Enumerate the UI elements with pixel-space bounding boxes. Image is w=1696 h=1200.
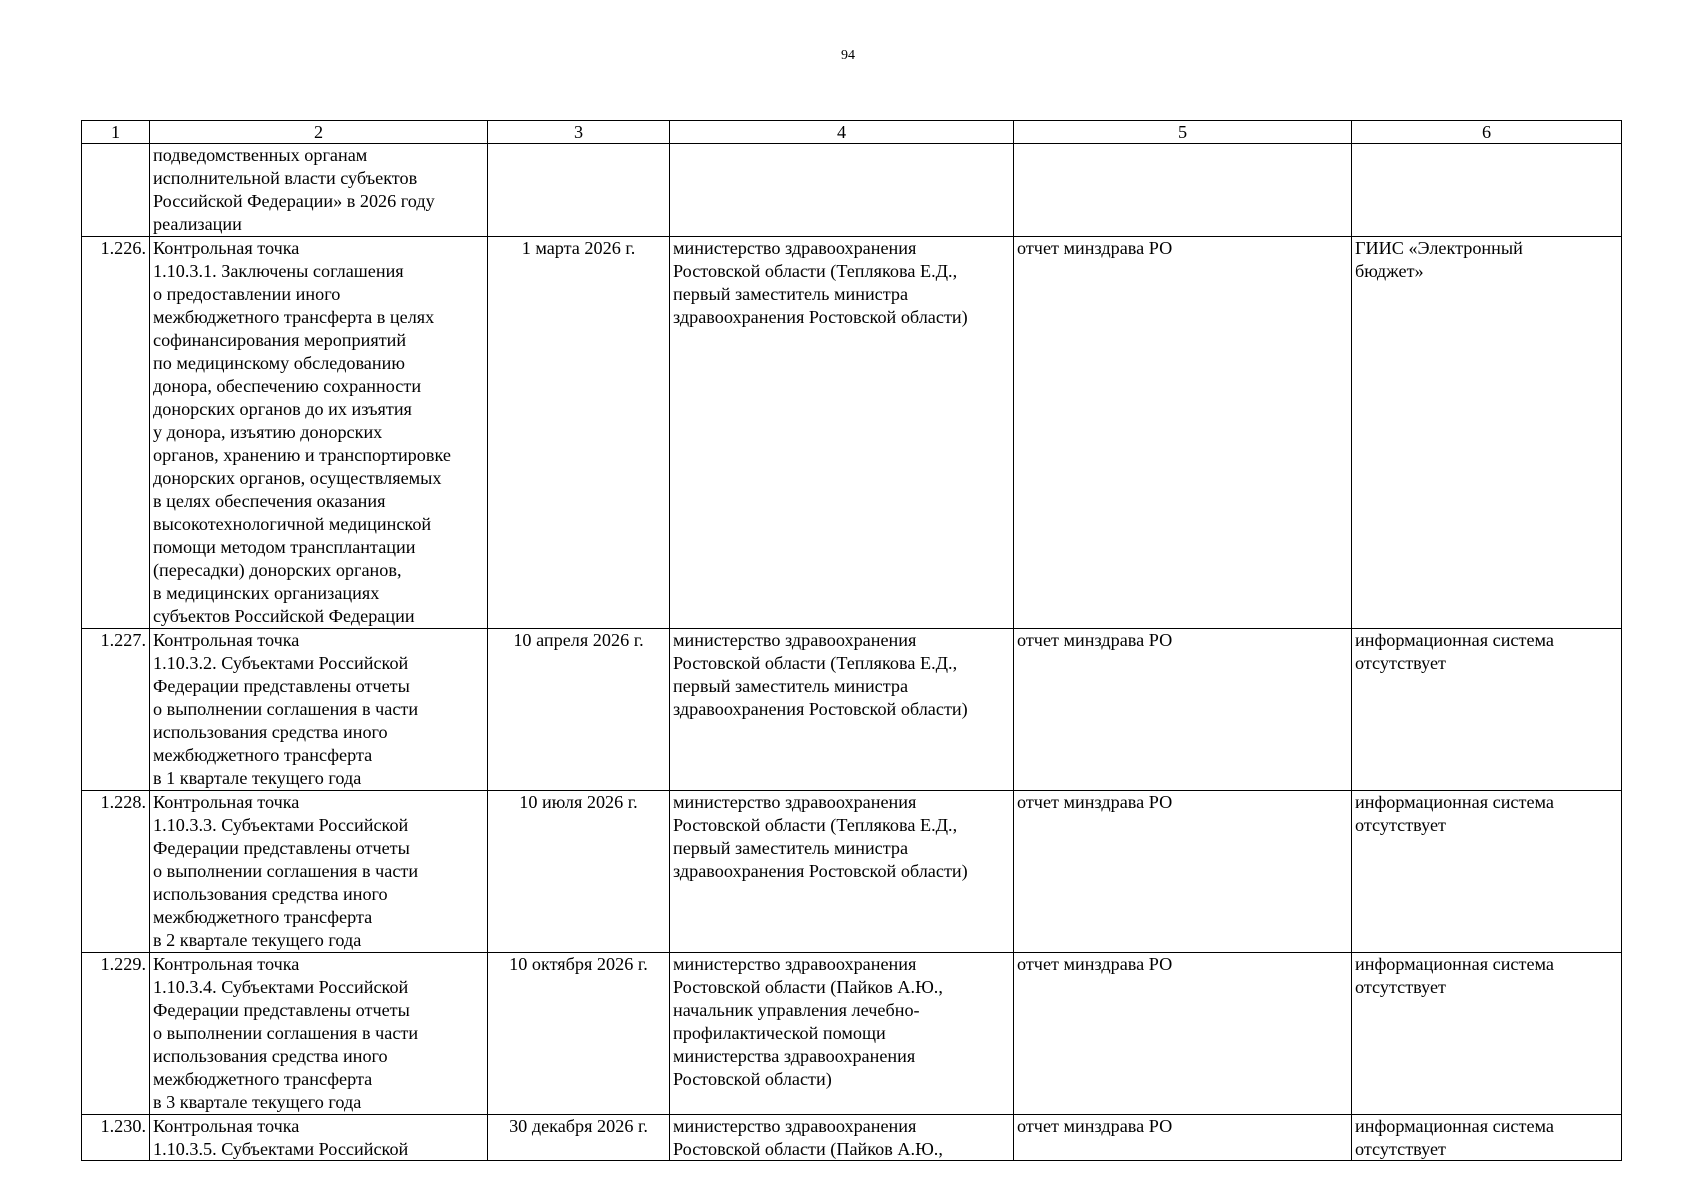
row-document [1014,144,1352,237]
row-date: 10 июля 2026 г. [488,791,670,953]
row-description: Контрольная точка 1.10.3.3. Субъектами Российской Федерации представлены отчеты о выполнении соглашения в части использования средства иного межбюджетного трансферта в 2 квартале текущего года [150,791,488,953]
cell-text: отчет минздрава РО [1017,1116,1173,1136]
row-description: Контрольная точка 1.10.3.2. Субъектами Российской Федерации представлены отчеты о выполнении соглашения в части использования средства иного межбюджетного трансферта в 1 квартале текущего года [150,629,488,791]
row-responsible: министерство здравоохранения Ростовской области (Теплякова Е.Д., первый заместитель министра здравоохранения Ростовской области) [670,629,1014,791]
row-date: 10 апреля 2026 г. [488,629,670,791]
cell-text: информационная система отсутствует [1355,1116,1554,1159]
control-points-table [81,120,1622,1161]
row-responsible: министерство здравоохранения Ростовской области (Теплякова Е.Д., первый заместитель министра здравоохранения Ростовской области) [670,237,1014,629]
row-date [488,1115,670,1161]
table-row [82,629,1622,791]
row-system [1352,1115,1622,1161]
row-date: 1 марта 2026 г. [488,237,670,629]
row-number: 1.226. [82,237,150,629]
row-date: 10 октября 2026 г. [488,953,670,1115]
row-system: информационная система отсутствует [1352,629,1622,791]
row-number: 1.229. [82,953,150,1115]
row-system: информационная система отсутствует [1352,953,1622,1115]
table-row [82,791,1622,953]
cell-text: Контрольная точка 1.10.3.5. Субъектами Российской [153,1116,409,1159]
table-row [82,144,1622,237]
row-description: подведомственных органам исполнительной власти субъектов Российской Федерации» в 2026 году реализации [150,144,488,237]
row-document: отчет минздрава РО [1014,237,1352,629]
row-responsible [670,144,1014,237]
column-header-6: 6 [1352,121,1622,144]
row-document: отчет минздрава РО [1014,791,1352,953]
row-system: информационная система отсутствует [1352,791,1622,953]
table-row [82,953,1622,1115]
row-responsible: министерство здравоохранения Ростовской области (Пайков А.Ю., начальник управления лечебно- профилактической помощи министерства здравоохранения Ростовской области) [670,953,1014,1115]
row-system [1352,144,1622,237]
row-system: ГИИС «Электронный бюджет» [1352,237,1622,629]
table-header-row [82,121,1622,144]
column-header-3: 3 [488,121,670,144]
column-header-5: 5 [1014,121,1352,144]
cell-text: 30 декабря 2026 г. [509,1116,648,1136]
row-document: отчет минздрава РО [1014,629,1352,791]
row-responsible: министерство здравоохранения Ростовской области (Теплякова Е.Д., первый заместитель министра здравоохранения Ростовской области) [670,791,1014,953]
column-header-1: 1 [82,121,150,144]
row-description: Контрольная точка 1.10.3.1. Заключены соглашения о предоставлении иного межбюджетного трансферта в целях софинансирования мероприятий по медицинскому обследованию донора, обеспечению сохранности донорских органов до их изъятия у донора, изъятию донорских органов, хранению и транспортировке донорских органов, осуществляемых в целях обеспечения оказания высокотехнологичной медицинской помощи методом трансплантации (пересадки) донорских органов, в медицинских организациях субъектов Российской Федерации [150,237,488,629]
row-number: 1.227. [82,629,150,791]
row-responsible [670,1115,1014,1161]
row-number [82,1115,150,1161]
row-description [150,1115,488,1161]
row-document: отчет минздрава РО [1014,953,1352,1115]
cell-text: 1.230. [100,1116,146,1136]
row-description: Контрольная точка 1.10.3.4. Субъектами Российской Федерации представлены отчеты о выполнении соглашения в части использования средства иного межбюджетного трансферта в 3 квартале текущего года [150,953,488,1115]
table-row [82,237,1622,629]
table-row [82,1115,1622,1161]
row-number [82,144,150,237]
row-date [488,144,670,237]
column-header-2: 2 [150,121,488,144]
column-header-4: 4 [670,121,1014,144]
row-document [1014,1115,1352,1161]
cell-text: министерство здравоохранения Ростовской области (Пайков А.Ю., [673,1116,943,1159]
row-number: 1.228. [82,791,150,953]
page-number: 94 [841,48,855,63]
